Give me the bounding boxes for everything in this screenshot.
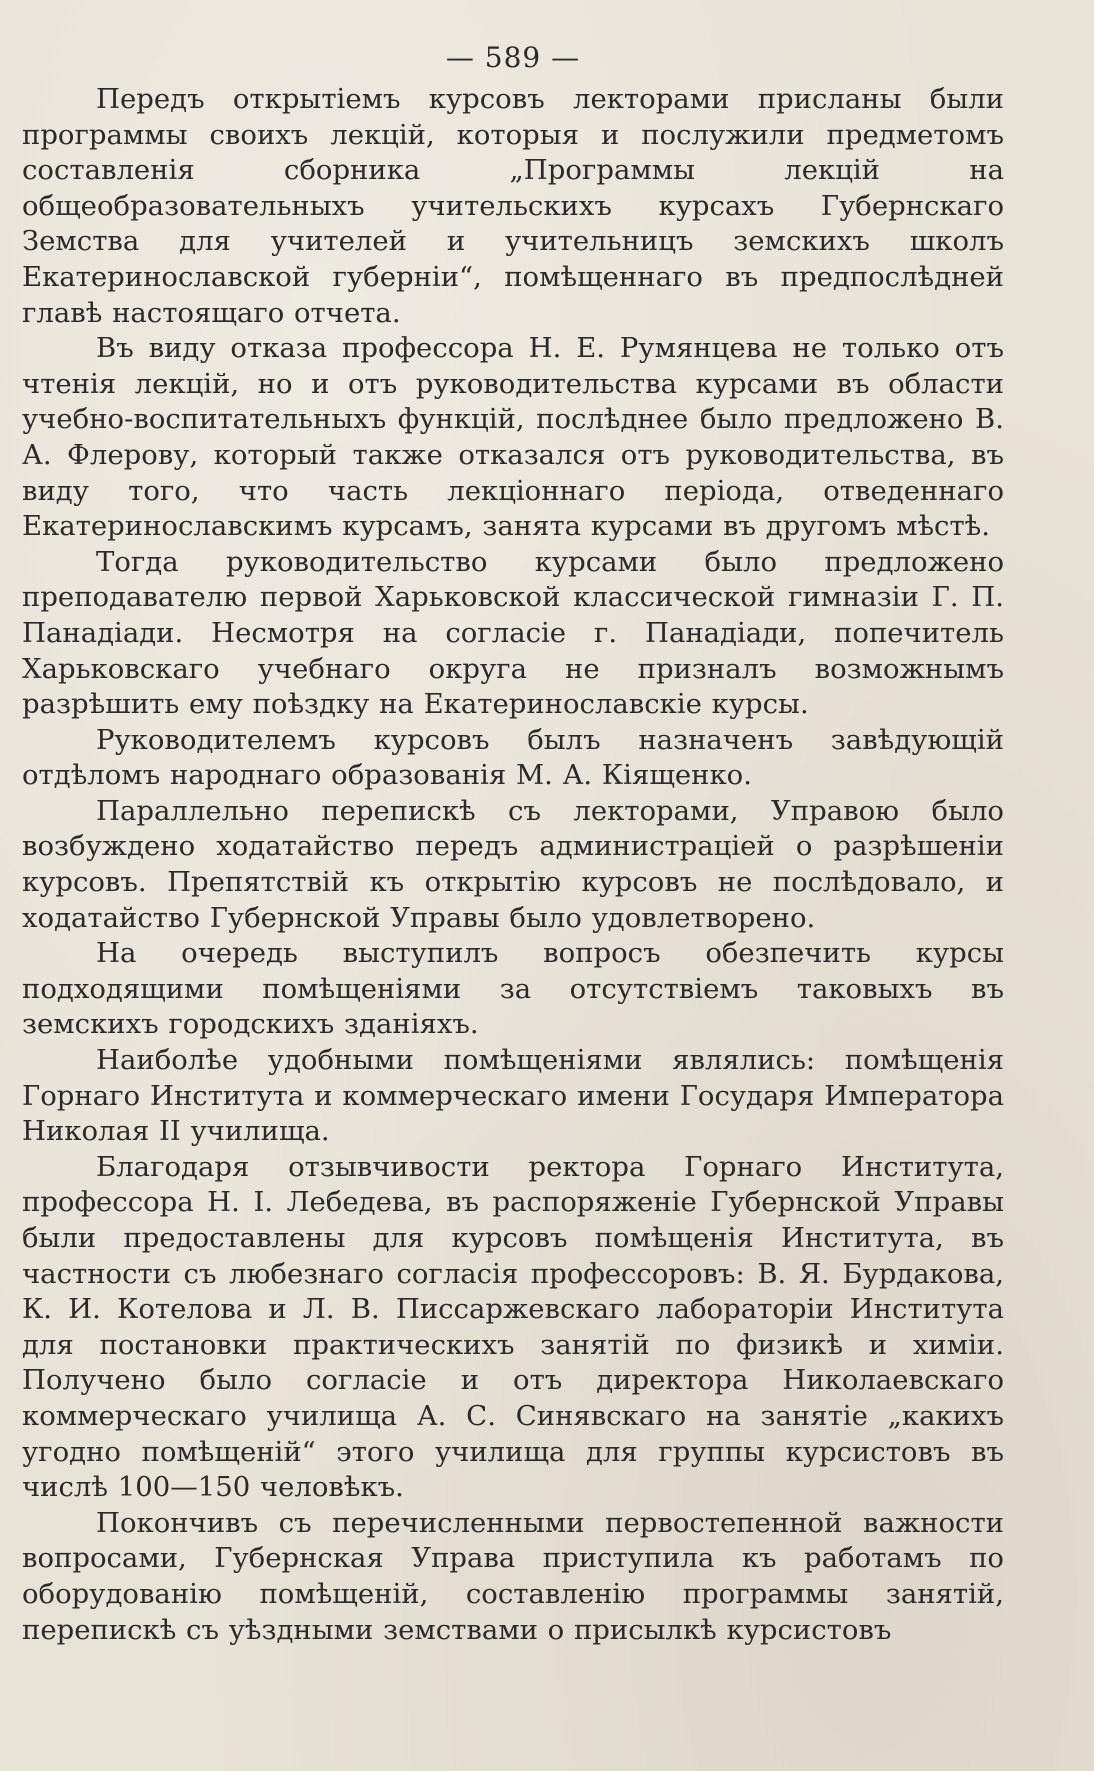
paragraph-suitable-premises: Наиболѣе удобными помѣщеніями являлись: помѣщенія Горнаго Института и коммерческаго имени Государя Императора Николая II училища. xyxy=(22,1044,1004,1148)
paragraph-panadiadi: Тогда руководительство курсами было предложено преподавателю первой Харьковской классической гимназіи Г. П. Панадіади. Несмотря на согласіе г. Панадіади, попечитель Харьковскаго учебнаго округа не призналъ возможнымъ разрѣшить ему поѣздку на Екатеринославскіе курсы. xyxy=(22,545,1004,721)
paragraph-petition: Параллельно перепискѣ съ лекторами, Управою было возбуждено ходатайство передъ администраціей о разрѣшеніи курсовъ. Препятствій къ открытію курсовъ не послѣдовало, и ходатайство Губернской Управы было удовлетворено. xyxy=(22,794,1004,934)
paragraph-preparations: Покончивъ съ перечисленными первостепенной важности вопросами, Губернская Управа приступила къ работамъ по оборудованію помѣщеній, составленію программы занятій, перепискѣ съ уѣздными земствами о присылкѣ курсистовъ xyxy=(22,1506,1004,1646)
paragraph-rumyantsev-refusal: Въ виду отказа профессора Н. Е. Румянцева не только отъ чтенія лекцій, но и отъ руководительства курсами въ области учебно-воспитательныхъ функцій, послѣднее было предложено В. А. Флерову, который также отказался отъ руководительства, въ виду того, что часть лекціоннаго періода, отведеннаго Екатеринославскимъ курсамъ, занята курсами въ другомъ мѣстѣ. xyxy=(22,332,1004,543)
paragraph-course-programs: Передъ открытіемъ курсовъ лекторами присланы были программы своихъ лекцій, которыя и послужили предметомъ составленія сборника „Программы лекцій на общеобразовательныхъ учительскихъ курсахъ Губернскаго Земства для учителей и учительницъ земскихъ школъ Екатеринославской губерніи“, помѣщеннаго въ предпослѣдней главѣ настоящаго отчета. xyxy=(22,83,1004,329)
page-body xyxy=(22,82,1004,1648)
paragraph-kiyashchenko: Руководителемъ курсовъ былъ назначенъ завѣдующій отдѣломъ народнаго образованія М. А. Кіященко. xyxy=(22,723,1004,792)
paragraph-mining-institute: Благодаря отзывчивости ректора Горнаго Института, профессора Н. І. Лебедева, въ распоряженіе Губернской Управы были предоставлены для курсовъ помѣщенія Института, въ частности съ любезнаго согласія профессоровъ: В. Я. Бурдакова, К. И. Котелова и Л. В. Писсаржевскаго лабораторіи Института для постановки практическихъ занятій по физикѣ и химіи. Получено было согласіе и отъ директора Николаевскаго коммерческаго училища А. С. Синявскаго на занятіе „какихъ угодно помѣщеній“ этого училища для группы курсистовъ въ числѣ 100—150 человѣкъ. xyxy=(22,1150,1004,1504)
page-number: — 589 — xyxy=(445,41,581,74)
paragraph-premises-question: На очередь выступилъ вопросъ обезпечить курсы подходящими помѣщеніями за отсутствіемъ таковыхъ въ земскихъ городскихъ зданіяхъ. xyxy=(22,937,1004,1041)
